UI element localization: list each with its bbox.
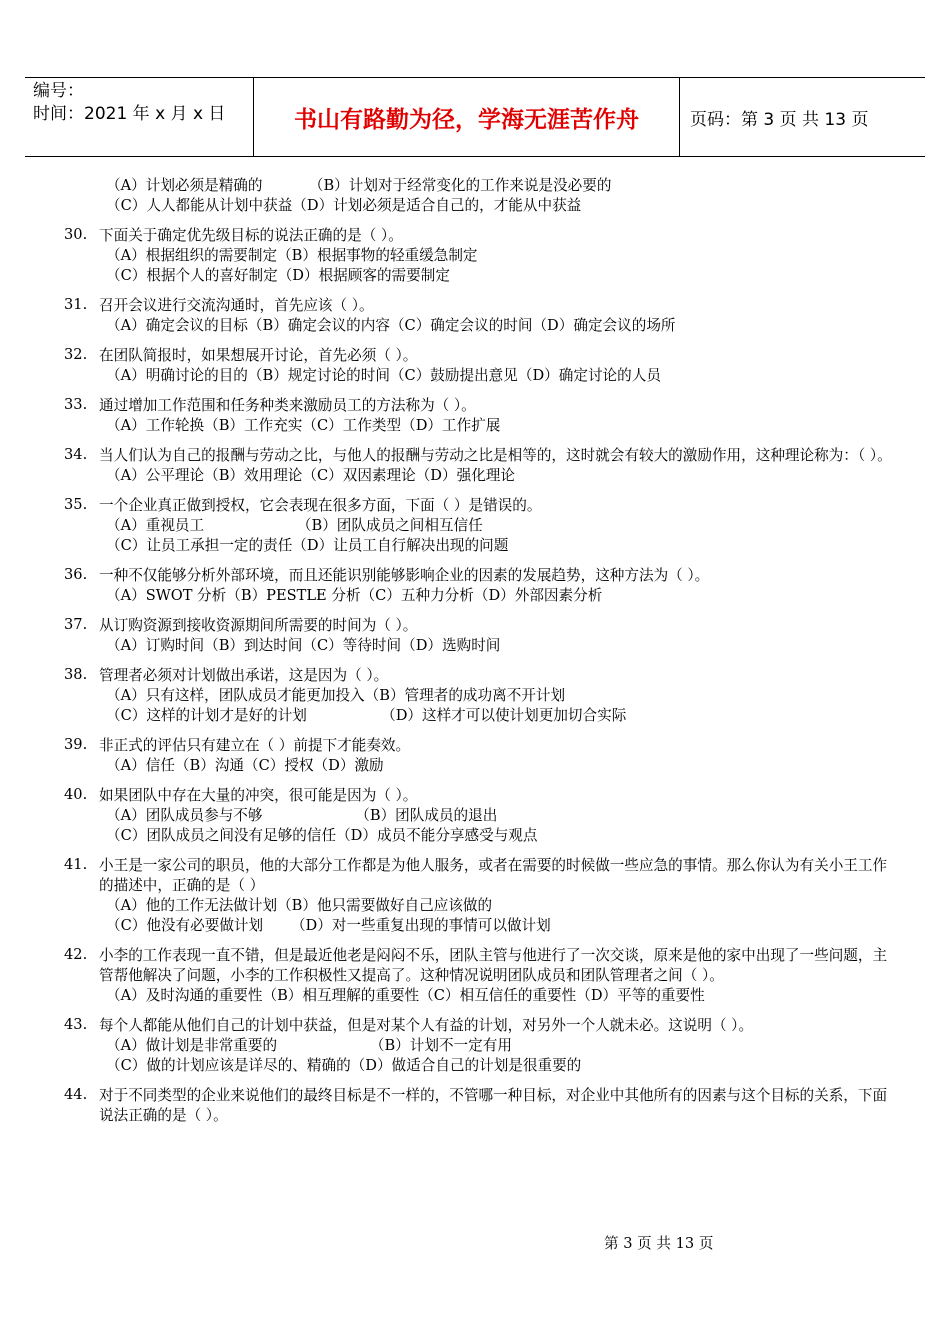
question-number: 32.: [64, 346, 88, 363]
question-number: 42.: [64, 946, 88, 963]
question-item: [64, 736, 894, 776]
header-meta: [25, 78, 254, 156]
question-item: [64, 856, 894, 936]
question-text: 下面关于确定优先级目标的说法正确的是（ ）。: [99, 227, 403, 244]
option-line: （A）及时沟通的重要性（B）相互理解的重要性（C）相互信任的重要性（D）平等的重要性: [106, 987, 705, 1004]
question-item: [64, 786, 894, 846]
option-line: （A）团队成员参与不够 （B）团队成员的退出: [106, 807, 498, 824]
option-line: （C）让员工承担一定的责任（D）让员工自行解决出现的问题: [106, 537, 509, 554]
question-text: 小王是一家公司的职员，他的大部分工作都是为他人服务，或者在需要的时候做一些应急的事情。那么你认为有关小王工作的描述中，正确的是（ ）: [99, 857, 888, 894]
option-line: （A）确定会议的目标（B）确定会议的内容（C）确定会议的时间（D）确定会议的场所: [106, 317, 676, 334]
option-line: （C）他没有必要做计划 （D）对一些重复出现的事情可以做计划: [106, 917, 551, 934]
question-text: 一种不仅能够分析外部环境，而且还能识别能够影响企业的因素的发展趋势，这种方法为（ ）。: [99, 567, 710, 584]
question-text: 当人们认为自己的报酬与劳动之比，与他人的报酬与劳动之比是相等的，这时就会有较大的激励作用，这种理论称为：（ ）。: [99, 447, 892, 464]
question-text: 对于不同类型的企业来说他们的最终目标是不一样的，不管哪一种目标，对企业中其他所有的因素与这个目标的关系，下面说法正确的是（ ）。: [99, 1087, 888, 1124]
option-line: （C）做的计划应该是详尽的、精确的（D）做适合自己的计划是很重要的: [106, 1057, 582, 1074]
option-line: （A）他的工作无法做计划（B）他只需要做好自己应该做的: [106, 897, 493, 914]
question-number: 43.: [64, 1016, 88, 1033]
question-item: [64, 226, 894, 286]
question-text: 每个人都能从他们自己的计划中获益，但是对某个人有益的计划，对另外一个人就未必。这说明（ ）。: [99, 1017, 754, 1034]
question-text: 管理者必须对计划做出承诺，这是因为（ ）。: [99, 667, 389, 684]
question-item: [64, 616, 894, 656]
question-text: 一个企业真正做到授权，它会表现在很多方面，下面（ ）是错误的。: [99, 497, 542, 514]
question-number: 39.: [64, 736, 88, 753]
question-item: [64, 446, 894, 486]
question-number: 31.: [64, 296, 88, 313]
question-number: 40.: [64, 786, 88, 803]
question-item: [64, 496, 894, 556]
questions-container: [64, 226, 894, 1126]
option-line: （A）重视员工 （B）团队成员之间相互信任: [106, 517, 483, 534]
question-text: 从订购资源到接收资源期间所需要的时间为（ ）。: [99, 617, 418, 634]
page-header: [25, 77, 925, 157]
question-list: [64, 176, 894, 1136]
document-time-label: 时间：2021 年 x 月 x 日: [33, 104, 226, 124]
option-line: （A）公平理论（B）效用理论（C）双因素理论（D）强化理论: [106, 467, 515, 484]
header-motto: 书山有路勤为径，学海无涯苦作舟: [254, 78, 680, 156]
question-item: [64, 396, 894, 436]
question-text: 如果团队中存在大量的冲突，很可能是因为（ ）。: [99, 787, 418, 804]
question-item: [64, 566, 894, 606]
page-footer: 第 3 页 共 13 页: [604, 1235, 714, 1252]
question-item: [64, 666, 894, 726]
header-page-info: 页码：第 3 页 共 13 页: [690, 109, 869, 130]
question-item: [64, 1086, 894, 1126]
question-number: 30.: [64, 226, 88, 243]
question-number: 41.: [64, 856, 88, 873]
option-line: （A）根据组织的需要制定（B）根据事物的轻重缓急制定: [106, 247, 478, 264]
option-line: （A）SWOT 分析（B）PESTLE 分析（C）五种力分析（D）外部因素分析: [106, 587, 603, 604]
option-line: （A）计划必须是精确的 （B）计划对于经常变化的工作来说是没必要的: [106, 177, 612, 194]
question-number: 44.: [64, 1086, 88, 1103]
option-line: （A）工作轮换（B）工作充实（C）工作类型（D）工作扩展: [106, 417, 501, 434]
question-number: 36.: [64, 566, 88, 583]
document-number-label: 编号：: [33, 81, 84, 101]
question-text: 在团队简报时，如果想展开讨论，首先必须（ ）。: [99, 347, 418, 364]
question-text: 召开会议进行交流沟通时，首先应该（ ）。: [99, 297, 374, 314]
option-line: （A）只有这样，团队成员才能更加投入（B）管理者的成功离不开计划: [106, 687, 566, 704]
question-number: 33.: [64, 396, 88, 413]
option-line: （A）订购时间（B）到达时间（C）等待时间（D）选购时间: [106, 637, 501, 654]
question-number: 37.: [64, 616, 88, 633]
option-line: （C）根据个人的喜好制定（D）根据顾客的需要制定: [106, 267, 450, 284]
question-item: [64, 946, 894, 1006]
question-number: 35.: [64, 496, 88, 513]
question-item: [64, 346, 894, 386]
question-text: 通过增加工作范围和任务种类来激励员工的方法称为（ ）。: [99, 397, 476, 414]
question-item: [64, 1016, 894, 1076]
question-number: 34.: [64, 446, 88, 463]
intro-options: [64, 176, 894, 216]
option-line: （A）明确讨论的目的（B）规定讨论的时间（C）鼓励提出意见（D）确定讨论的人员: [106, 367, 661, 384]
option-line: （C）团队成员之间没有足够的信任（D）成员不能分享感受与观点: [106, 827, 538, 844]
option-line: （C）人人都能从计划中获益（D）计划必须是适合自己的，才能从中获益: [106, 197, 582, 214]
question-item: [64, 296, 894, 336]
option-line: （A）信任（B）沟通（C）授权（D）激励: [106, 757, 384, 774]
question-text: 小李的工作表现一直不错，但是最近他老是闷闷不乐，团队主管与他进行了一次交谈，原来是他的家中出现了一些问题，主管帮他解决了问题，小李的工作积极性又提高了。这种情况说明团队成员和团队管理者之间（ ）。: [99, 947, 888, 984]
option-line: （C）这样的计划才是好的计划 （D）这样才可以使计划更加切合实际: [106, 707, 627, 724]
question-text: 非正式的评估只有建立在（ ）前提下才能奏效。: [99, 737, 411, 754]
option-line: （A）做计划是非常重要的 （B）计划不一定有用: [106, 1037, 512, 1054]
question-number: 38.: [64, 666, 88, 683]
